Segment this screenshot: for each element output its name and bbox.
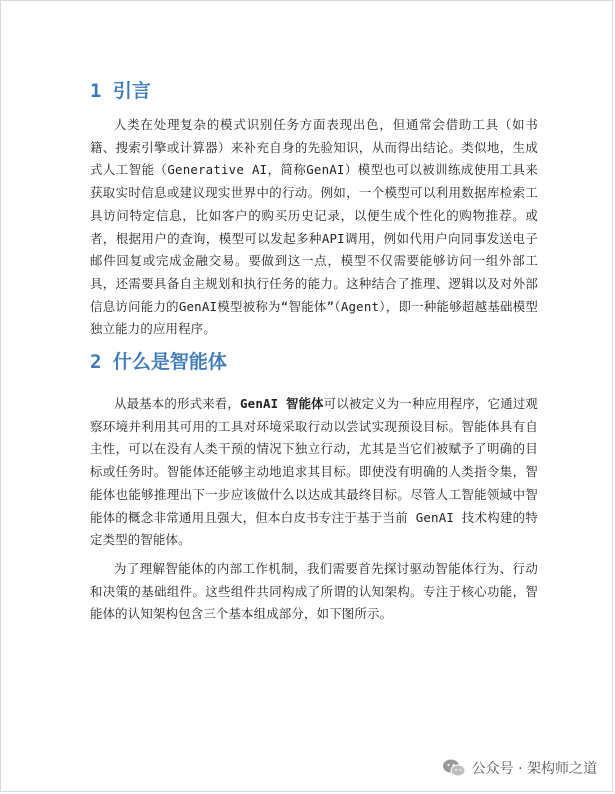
watermark-text: 公众号 · 架构师之道	[471, 761, 597, 777]
bold-term: GenAI 智能体	[240, 396, 324, 412]
section-1-title: 1 引言	[90, 80, 151, 102]
section-2-title: 2 什么是智能体	[90, 351, 227, 374]
section-2-paragraph-1	[90, 393, 538, 552]
watermark	[442, 758, 597, 778]
section-2-paragraph-2: 为了理解智能体的内部工作机制，我们需要首先探讨驱动智能体行为、行动和决策的基础组件。这些组件共同构成了所谓的认知架构。专注于核心功能，智能体的认知架构包含三个基本组成部分，如下图所示。	[90, 560, 538, 622]
section-1-paragraph: 人类在处理复杂的模式识别任务方面表现出色，但通常会借助工具（如书籍、搜索引擎或计算器）来补充自身的先验知识，从而得出结论。类似地，生成式人工智能（Generative AI，简称GenAI）模型也可以被训练成使用工具来获取实时信息或建议现实世界中的行动。例如，一个模型可以利用数据库检索工具访问特定信息，比如客户的购买历史记录，以便生成个性化的购物推荐。或者，根据用户的查询，模型可以发起多种API调用，例如代用户向同事发送电子邮件回复或完成金融交易。要做到这一点，模型不仅需要能够访问一组外部工具，还需要具备自主规划和执行任务的能力。这种结合了推理、逻辑以及对外部信息访问能力的GenAI模型被称为“智能体”（Agent），即一种能够超越基础模型独立能力的应用程序。	[90, 117, 538, 337]
paragraph-text: 可以被定义为一种应用程序，它通过观察环境并利用其可用的工具对环境采取行动以尝试实现预设目标。智能体具有自主性，可以在没有人类干预的情况下独立行动，尤其是当它们被赋予了明确的目标或任务时。智能体还能够主动地追求其目标。即使没有明确的人类指令集，智能体也能够推理出下一步应该做什么以达成其最终目标。尽管人工智能领域中智能体的概念非常通用且强大，但本白皮书专注于基于当前 GenAI 技术构建的特定类型的智能体。	[90, 396, 539, 548]
wechat-icon	[442, 758, 466, 778]
paragraph-text: 从最基本的形式来看，	[114, 396, 241, 412]
document-body	[90, 74, 538, 626]
